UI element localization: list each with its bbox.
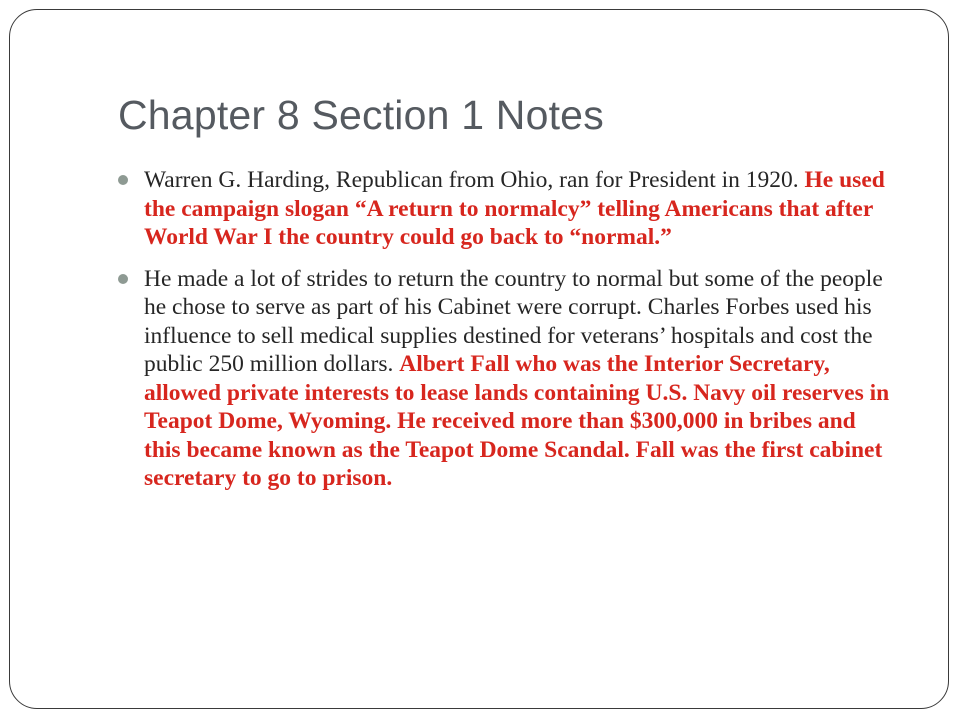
bullet-emphasis-text: Albert Fall who was the Interior Secretary, allowed private interests to lease lands containing U.S. Navy oil reserves in Teapot Dome, Wyoming. He received more than $300,000 in bribes and this became known as the Teapot Dome Scandal. Fall was the first cabinet secretary to go to prison. — [144, 351, 890, 491]
bullet-list — [117, 166, 897, 506]
bullet-item-scandal — [117, 265, 897, 493]
slide-title: Chapter 8 Section 1 Notes — [118, 92, 604, 138]
bullet-dot-icon — [118, 274, 128, 284]
bullet-dot-icon — [118, 175, 128, 185]
bullet-text — [144, 265, 897, 493]
bullet-item-harding — [117, 166, 897, 252]
bullet-emphasis-text: He used the campaign slogan “A return to normalcy” telling Americans that after World War I the country could go back to “normal.” — [144, 167, 885, 250]
slide-frame — [9, 9, 949, 709]
bullet-plain-text: Warren G. Harding, Republican from Ohio, ran for President in 1920. — [144, 167, 805, 193]
bullet-plain-text: He made a lot of strides to return the country to normal but some of the people he chose to serve as part of his Cabinet were corrupt. Charles Forbes used his influence to sell medical supplies destined for veterans’ hospitals and cost the public 250 million dollars. — [144, 265, 883, 377]
bullet-text — [144, 166, 897, 252]
